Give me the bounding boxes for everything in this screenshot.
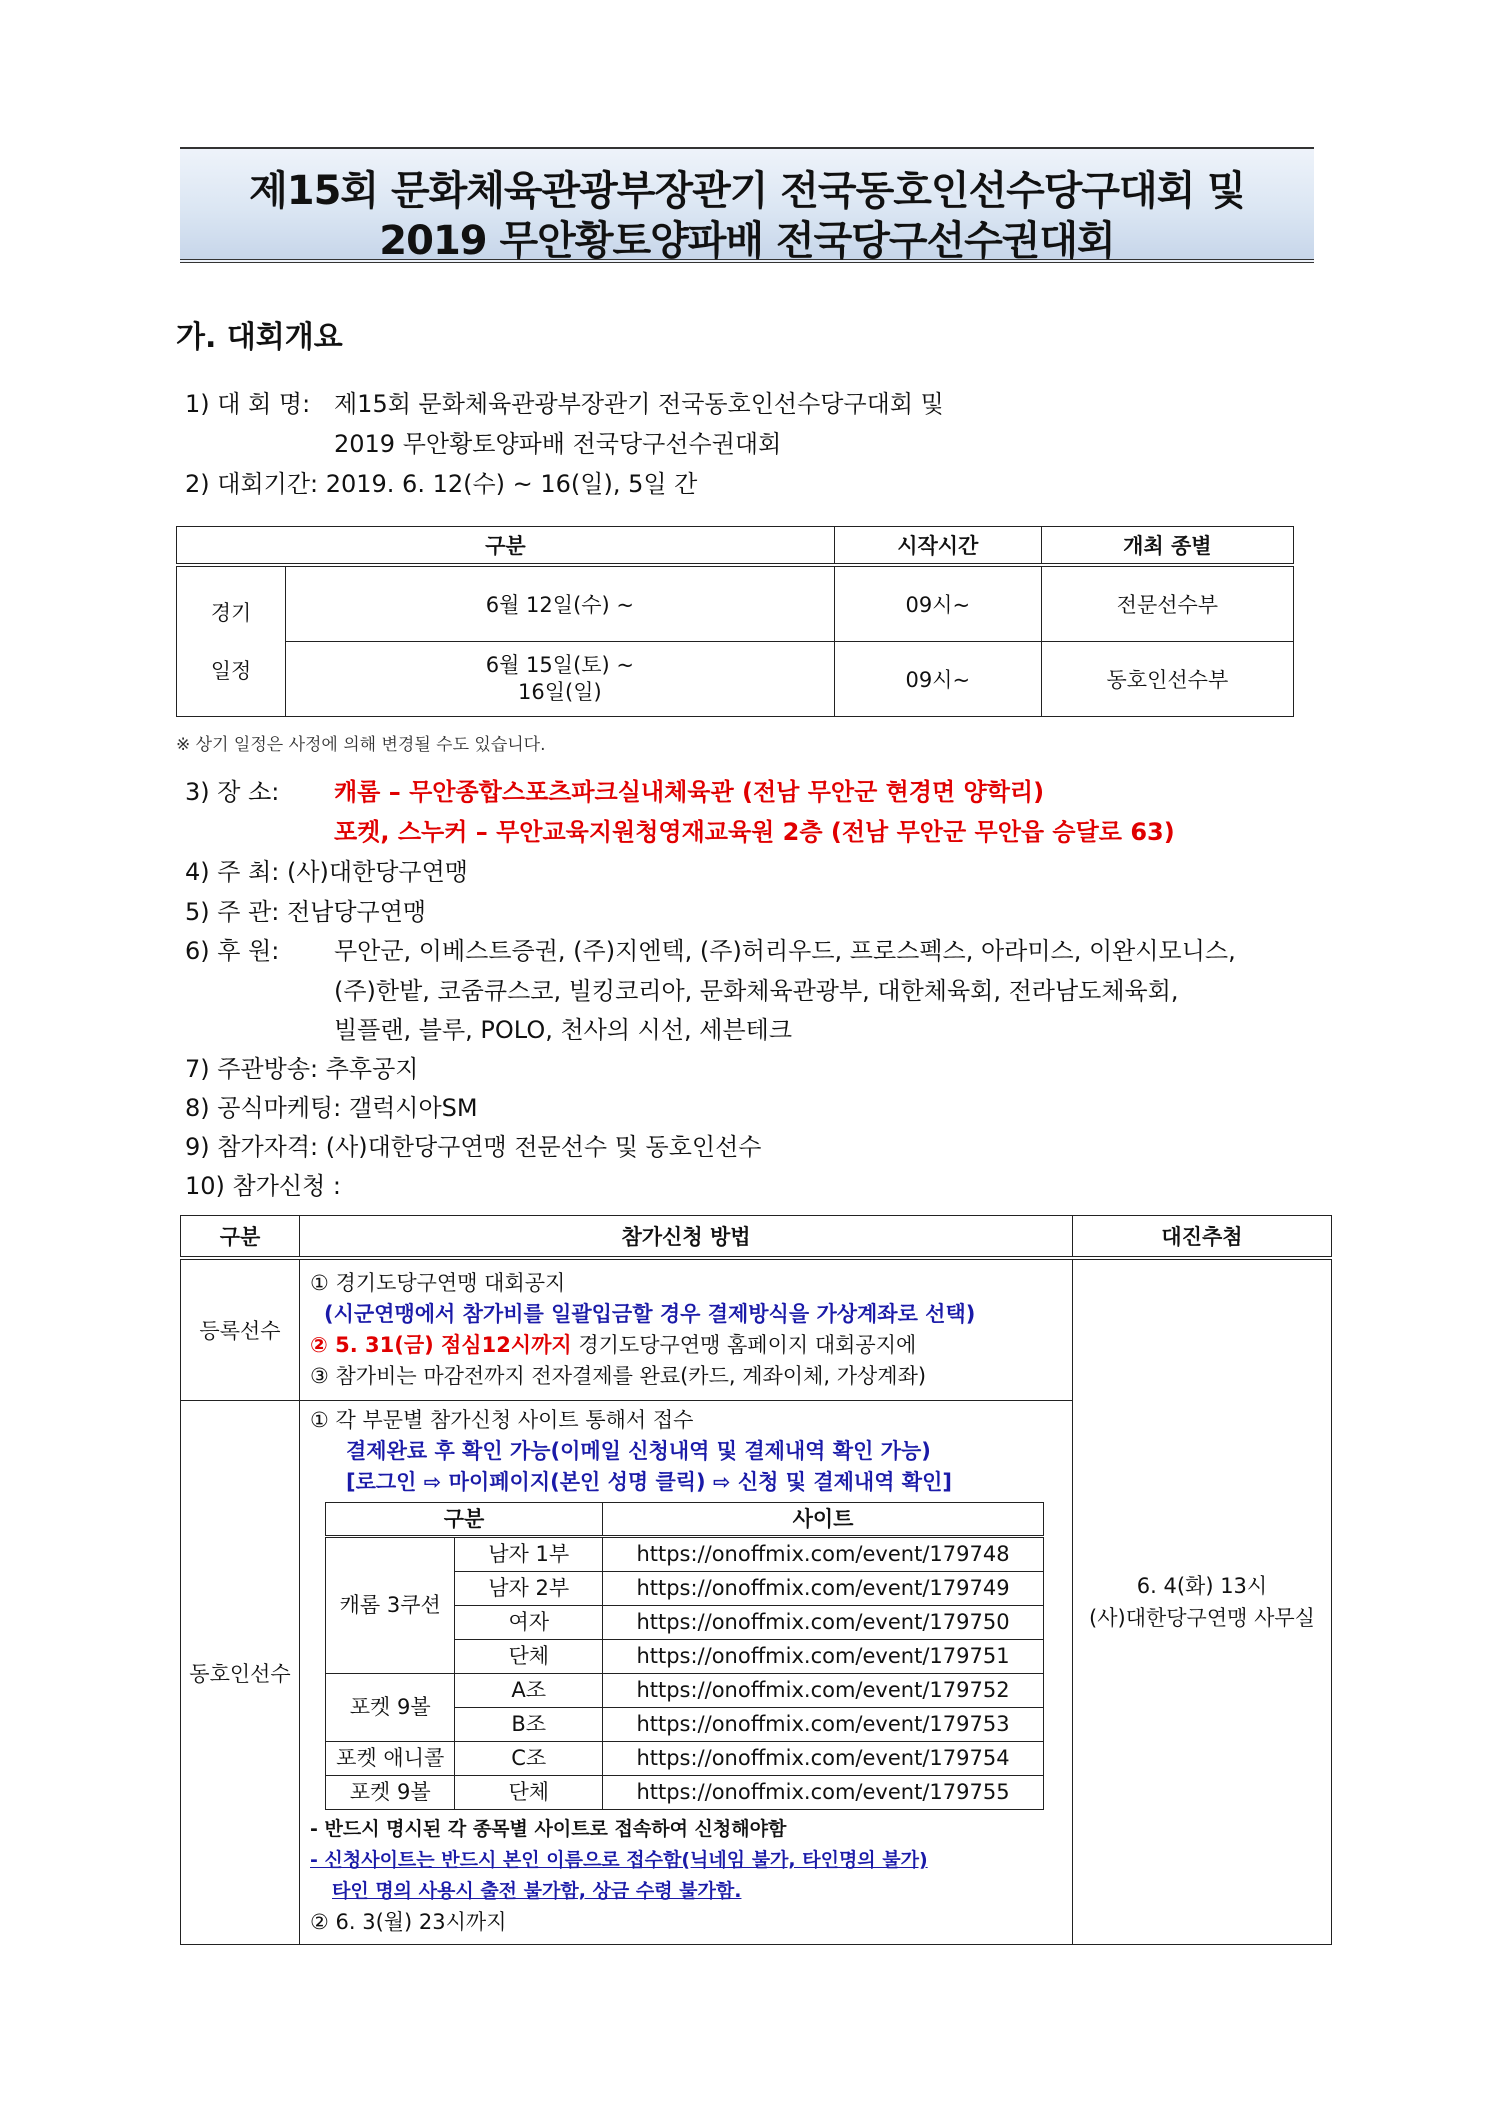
sites-url[interactable]: https://onoffmix.com/event/179752	[603, 1674, 1044, 1708]
event-name-line-2: 2019 무안황토양파배 전국당구선수권대회	[334, 430, 782, 458]
event-name-line-1: 제15회 문화체육관광부장관기 전국동호인선수당구대회 및	[334, 390, 944, 418]
schedule-header-category: 구분	[177, 527, 835, 566]
reg-amateur-note-1: - 반드시 명시된 각 종목별 사이트로 접속하여 신청해야함	[310, 1818, 787, 1840]
reg-draw-line-2: (사)대한당구연맹 사무실	[1089, 1606, 1315, 1630]
reg-draw-line-1: 6. 4(화) 13시	[1136, 1574, 1268, 1598]
sponsor-line-1: 무안군, 이베스트증권, (주)지엔텍, (주)허리우드, 프로스펙스, 아라미스, 이완시모니스,	[334, 937, 1236, 965]
schedule-table	[176, 526, 1294, 717]
host: 5) 주 관: 전남당구연맹	[185, 898, 427, 926]
reg-amateur-label: 동호인선수	[181, 1401, 300, 1945]
sites-group-pocket9-team: 포켓 9볼	[326, 1776, 455, 1810]
reg-draw-cell	[1073, 1258, 1332, 1945]
reg-header-method: 참가신청 방법	[300, 1216, 1073, 1259]
reg-amateur-method	[300, 1401, 1073, 1945]
reg-amateur-note-3: 타인 명의 사용시 출전 불가함, 상금 수령 불가함.	[332, 1880, 742, 1902]
schedule-row-label	[177, 565, 286, 717]
sites-url[interactable]: https://onoffmix.com/event/179755	[603, 1776, 1044, 1810]
schedule-time-2: 09시~	[834, 642, 1041, 717]
venue-line-2: 포켓, 스누커 – 무안교육지원청영재교육원 2층 (전남 무안군 무안읍 승달로 63)	[334, 818, 1175, 846]
sites-sub: 단체	[455, 1640, 603, 1674]
reg-amateur-note-2: - 신청사이트는 반드시 본인 이름으로 접수함(닉네임 불가, 타인명의 불가)	[310, 1849, 928, 1871]
sponsor-label: 6) 후 원:	[185, 937, 280, 965]
sites-url[interactable]: https://onoffmix.com/event/179753	[603, 1708, 1044, 1742]
reg-header-category: 구분	[181, 1216, 300, 1259]
reg-registered-line-4: ③ 참가비는 마감전까지 전자결제를 완료(카드, 계좌이체, 가상계좌)	[310, 1364, 927, 1388]
reg-registered-deadline: ② 5. 31(금) 점심12시까지	[310, 1333, 572, 1357]
application-label: 10) 참가신청 :	[185, 1172, 341, 1200]
venue-line-1: 캐롬 – 무안종합스포츠파크실내체육관 (전남 무안군 현경면 양학리)	[334, 778, 1045, 806]
schedule-date-2-line-2: 16일(일)	[518, 680, 602, 704]
marketing: 8) 공식마케팅: 갤럭시아SM	[185, 1094, 478, 1122]
organizer: 4) 주 최: (사)대한당구연맹	[185, 858, 468, 886]
schedule-header-type: 개최 종별	[1041, 527, 1293, 566]
schedule-date-2	[286, 642, 835, 717]
reg-registered-line-3-rest: 경기도당구연맹 홈페이지 대회공지에	[571, 1333, 917, 1357]
schedule-date-2-line-1: 6월 15일(토) ~	[485, 653, 635, 677]
sites-header-site: 사이트	[603, 1503, 1044, 1537]
reg-registered-method	[300, 1258, 1073, 1401]
sites-sub: 남자 2부	[455, 1572, 603, 1606]
reg-amateur-deadline: ② 6. 3(월) 23시까지	[310, 1910, 507, 1934]
schedule-header-time: 시작시간	[834, 527, 1041, 566]
title-line-2: 2019 무안황토양파배 전국당구선수권대회	[379, 218, 1115, 264]
sites-url[interactable]: https://onoffmix.com/event/179749	[603, 1572, 1044, 1606]
schedule-time-1: 09시~	[834, 565, 1041, 642]
reg-amateur-line-2: 결제완료 후 확인 가능(이메일 신청내역 및 결제내역 확인 가능)	[346, 1439, 931, 1463]
sites-sub: A조	[455, 1674, 603, 1708]
sites-table	[325, 1502, 1044, 1810]
reg-header-draw: 대진추첨	[1073, 1216, 1332, 1259]
schedule-type-1: 전문선수부	[1041, 565, 1293, 642]
sites-url[interactable]: https://onoffmix.com/event/179750	[603, 1606, 1044, 1640]
sites-group-pocket9: 포켓 9볼	[326, 1674, 455, 1742]
schedule-type-2: 동호인선수부	[1041, 642, 1293, 717]
sponsor-line-2: (주)한밭, 코줌큐스코, 빌킹코리아, 문화체육관광부, 대한체육회, 전라남도체육회,	[334, 977, 1179, 1005]
reg-registered-line-2: (시군연맹에서 참가비를 일괄입금할 경우 결제방식을 가상계좌로 선택)	[324, 1302, 976, 1326]
title-line-1: 제15회 문화체육관광부장관기 전국동호인선수당구대회 및	[249, 168, 1245, 214]
broadcast: 7) 주관방송: 추후공지	[185, 1055, 419, 1083]
sites-group-pocket-anycall: 포켓 애니콜	[326, 1742, 455, 1776]
venue-label: 3) 장 소:	[185, 778, 280, 806]
reg-registered-line-1: ① 경기도당구연맹 대회공지	[310, 1271, 566, 1295]
schedule-note: ※ 상기 일정은 사정에 의해 변경될 수도 있습니다.	[176, 735, 546, 755]
section-heading: 가. 대회개요	[176, 320, 343, 355]
sites-header-category: 구분	[326, 1503, 603, 1537]
sponsor-line-3: 빌플랜, 블루, POLO, 천사의 시선, 세븐테크	[334, 1016, 793, 1044]
sites-url[interactable]: https://onoffmix.com/event/179748	[603, 1537, 1044, 1572]
sites-sub: B조	[455, 1708, 603, 1742]
sites-sub: 단체	[455, 1776, 603, 1810]
title-banner	[180, 147, 1314, 263]
reg-registered-line-3	[310, 1330, 1062, 1361]
sites-sub: 여자	[455, 1606, 603, 1640]
event-period: 2) 대회기간: 2019. 6. 12(수) ~ 16(일), 5일 간	[185, 470, 698, 498]
schedule-row-label-2: 일정	[210, 658, 252, 683]
reg-registered-label: 등록선수	[181, 1258, 300, 1401]
sites-sub: 남자 1부	[455, 1537, 603, 1572]
sites-group-carom: 캐롬 3쿠션	[326, 1537, 455, 1674]
schedule-row-label-1: 경기	[210, 600, 252, 625]
schedule-date-1: 6월 12일(수) ~	[286, 565, 835, 642]
event-name-label: 1) 대 회 명:	[185, 390, 311, 418]
sites-url[interactable]: https://onoffmix.com/event/179754	[603, 1742, 1044, 1776]
sites-sub: C조	[455, 1742, 603, 1776]
reg-amateur-line-1: ① 각 부문별 참가신청 사이트 통해서 접수	[310, 1408, 694, 1432]
registration-table	[180, 1215, 1332, 1945]
sites-url[interactable]: https://onoffmix.com/event/179751	[603, 1640, 1044, 1674]
eligibility: 9) 참가자격: (사)대한당구연맹 전문선수 및 동호인선수	[185, 1133, 762, 1161]
reg-amateur-line-3: [로그인 ⇨ 마이페이지(본인 성명 클릭) ⇨ 신청 및 결제내역 확인]	[346, 1470, 952, 1494]
